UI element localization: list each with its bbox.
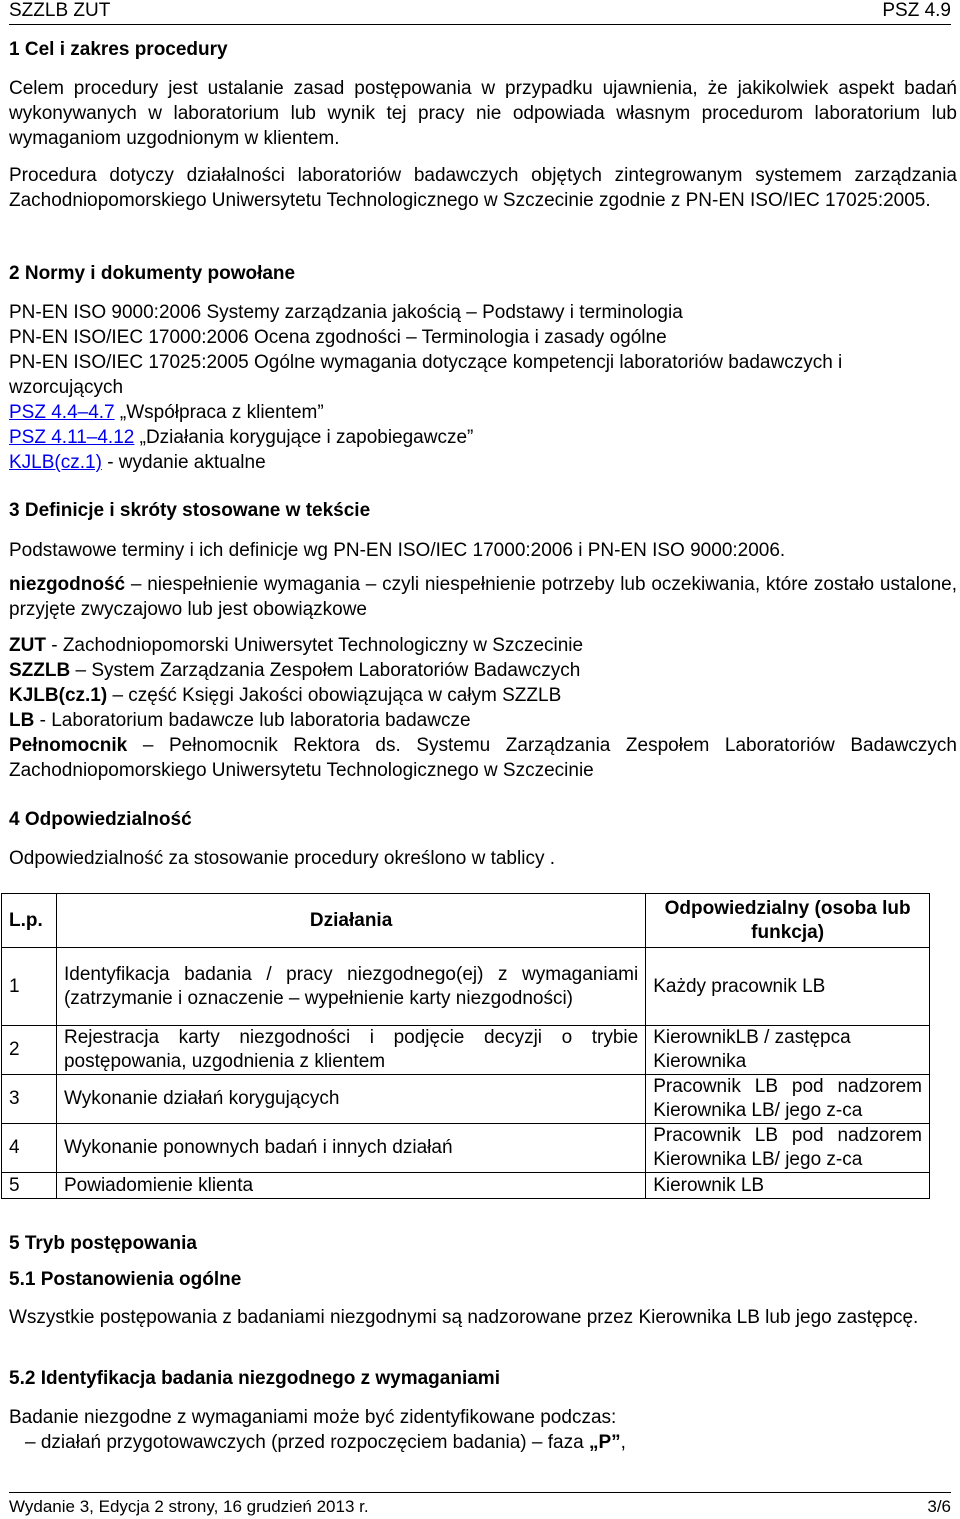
cell-action: Powiadomienie klienta [56,1173,645,1199]
abbreviation-item [9,708,957,733]
column-header-responsible: Odpowiedzialny (osoba lub funkcja) [646,894,930,948]
table-row [2,1026,930,1075]
abbreviation-term: KJLB(cz.1) [9,685,108,706]
page-header [9,0,951,25]
section-5-1-text: Wszystkie postępowania z badaniami niezgodnymi są nadzorowane przez Kierownika LB lub jego zastępcę. [9,1307,919,1328]
phase-p-item [25,1430,925,1455]
definition-nonconformity [9,572,957,622]
abbreviation-list [9,633,957,783]
header-system-name: SZZLB ZUT [9,0,111,21]
cell-action: Rejestracja karty niezgodności i podjęcie decyzji o trybie postępowania, uzgodnienia z klientem [56,1026,645,1075]
header-procedure-code: PSZ 4.9 [882,0,951,21]
cell-lp: 4 [2,1124,57,1173]
reference-item-link-psz411 [9,425,957,450]
definition-term: niezgodność [9,574,126,595]
link-psz-4-11[interactable]: PSZ 4.11–4.12 [9,427,135,448]
table-row [2,1075,930,1124]
cell-lp: 3 [2,1075,57,1124]
reference-item: PN-EN ISO/IEC 17000:2006 Ocena zgodności – Terminologia i zasady ogólne [9,327,667,348]
cell-action: Wykonanie ponownych badań i innych działań [56,1124,645,1173]
definitions-intro: Podstawowe terminy i ich definicje wg PN-EN ISO/IEC 17000:2006 i PN-EN ISO 9000:2006. [9,540,786,561]
phase-item-suffix: , [620,1432,626,1453]
abbreviation-text: - Zachodniopomorski Uniwersytet Technologiczny w Szczecinie [45,635,584,656]
abbreviation-text: – Pełnomocnik Rektora ds. Systemu Zarządzania Zespołem Laboratoriów Badawczych Zachodniopomorskiego Uniwersytetu Technologicznego w Szczecinie [9,735,957,781]
abbreviation-item [9,683,957,708]
abbreviation-item [9,633,957,658]
section-5-2-text: Badanie niezgodne z wymaganiami może być zidentyfikowane podczas: [9,1407,617,1428]
section-5-2-title: 5.2 Identyfikacja badania niezgodnego z wymaganiami [9,1368,500,1389]
link-kjlb[interactable]: KJLB(cz.1) [9,452,102,473]
phase-item-text: – działań przygotowawczych (przed rozpoczęciem badania) – faza [25,1432,589,1453]
footer-page-number: 3/6 [927,1497,951,1516]
responsibility-intro: Odpowiedzialność za stosowanie procedury określono w tablicy . [9,848,555,869]
reference-item-link-kjlb [9,450,957,475]
cell-responsible: Pracownik LB pod nadzorem Kierownika LB/ jego z-ca [646,1124,930,1173]
abbreviation-text: - Laboratorium badawcze lub laboratoria badawcze [34,710,471,731]
reference-list [9,300,957,475]
cell-responsible: Każdy pracownik LB [646,948,930,1026]
cell-lp: 2 [2,1026,57,1075]
responsibility-table [1,893,930,1199]
definition-text: – niespełnienie wymagania – czyli niespełnienie potrzeby lub oczekiwania, które zostało ustalone, przyjęte zwyczajowo lub jest obowiązkowe [9,574,957,620]
cell-responsible: Kierownik LB [646,1173,930,1199]
cell-responsible: Pracownik LB pod nadzorem Kierownika LB/ jego z-ca [646,1075,930,1124]
abbreviation-item [9,733,957,783]
column-header-action: Działania [56,894,645,948]
cell-action: Wykonanie działań korygujących [56,1075,645,1124]
section-1-paragraph-2: Procedura dotyczy działalności laboratoriów badawczych objętych zintegrowanym systemem zarządzania Zachodniopomorskiego Uniwersytetu Technologicznego w Szczecinie zgodnie z PN-EN ISO/IEC 17025:2005. [9,165,957,211]
section-2-title: 2 Normy i dokumenty powołane [9,263,296,284]
page-footer [9,1492,951,1516]
section-5-1-title: 5.1 Postanowienia ogólne [9,1269,242,1290]
reference-item: PN-EN ISO 9000:2006 Systemy zarządzania jakością – Podstawy i terminologia [9,302,683,323]
table-row [2,1124,930,1173]
link-psz-4-4[interactable]: PSZ 4.4–4.7 [9,402,115,423]
abbreviation-term: Pełnomocnik [9,735,128,756]
column-header-lp: L.p. [2,894,57,948]
cell-responsible: KierownikLB / zastępca Kierownika [646,1026,930,1075]
footer-edition: Wydanie 3, Edycja 2 strony, 16 grudzień 2013 r. [9,1497,369,1516]
abbreviation-text: – System Zarządzania Zespołem Laboratoriów Badawczych [70,660,581,681]
section-4-title: 4 Odpowiedzialność [9,809,192,830]
phase-code: „P” [588,1432,621,1453]
abbreviation-text: – część Księgi Jakości obowiązująca w całym SZZLB [107,685,562,706]
abbreviation-term: ZUT [9,635,46,656]
abbreviation-term: SZZLB [9,660,71,681]
section-1-paragraph-1: Celem procedury jest ustalanie zasad postępowania w przypadku ujawnienia, że jakikolwiek aspekt badań wykonywanych w laboratorium lub wynik tej pracy nie odpowiada własnym procedurom laboratorium lub wymaganiom uzgodnionym w klientem. [9,78,957,149]
reference-title: - wydanie aktualne [101,452,266,473]
abbreviation-item [9,658,957,683]
cell-lp: 1 [2,948,57,1026]
table-row [2,948,930,1026]
section-5-title: 5 Tryb postępowania [9,1233,197,1254]
table-header-row [2,894,930,948]
abbreviation-term: LB [9,710,35,731]
table-row [2,1173,930,1199]
section-1-title: 1 Cel i zakres procedury [9,39,228,60]
reference-item-link-psz44 [9,400,957,425]
reference-title: „Współpraca z klientem” [114,402,324,423]
section-3-title: 3 Definicje i skróty stosowane w tekście [9,500,371,521]
reference-title: „Działania korygujące i zapobiegawcze” [134,427,474,448]
cell-action: Identyfikacja badania / pracy niezgodnego(ej) z wymaganiami (zatrzymanie i oznaczenie – wypełnienie karty niezgodności) [56,948,645,1026]
reference-item: PN-EN ISO/IEC 17025:2005 Ogólne wymagania dotyczące kompetencji laboratoriów badawczych i wzorcujących [9,352,843,398]
cell-lp: 5 [2,1173,57,1199]
